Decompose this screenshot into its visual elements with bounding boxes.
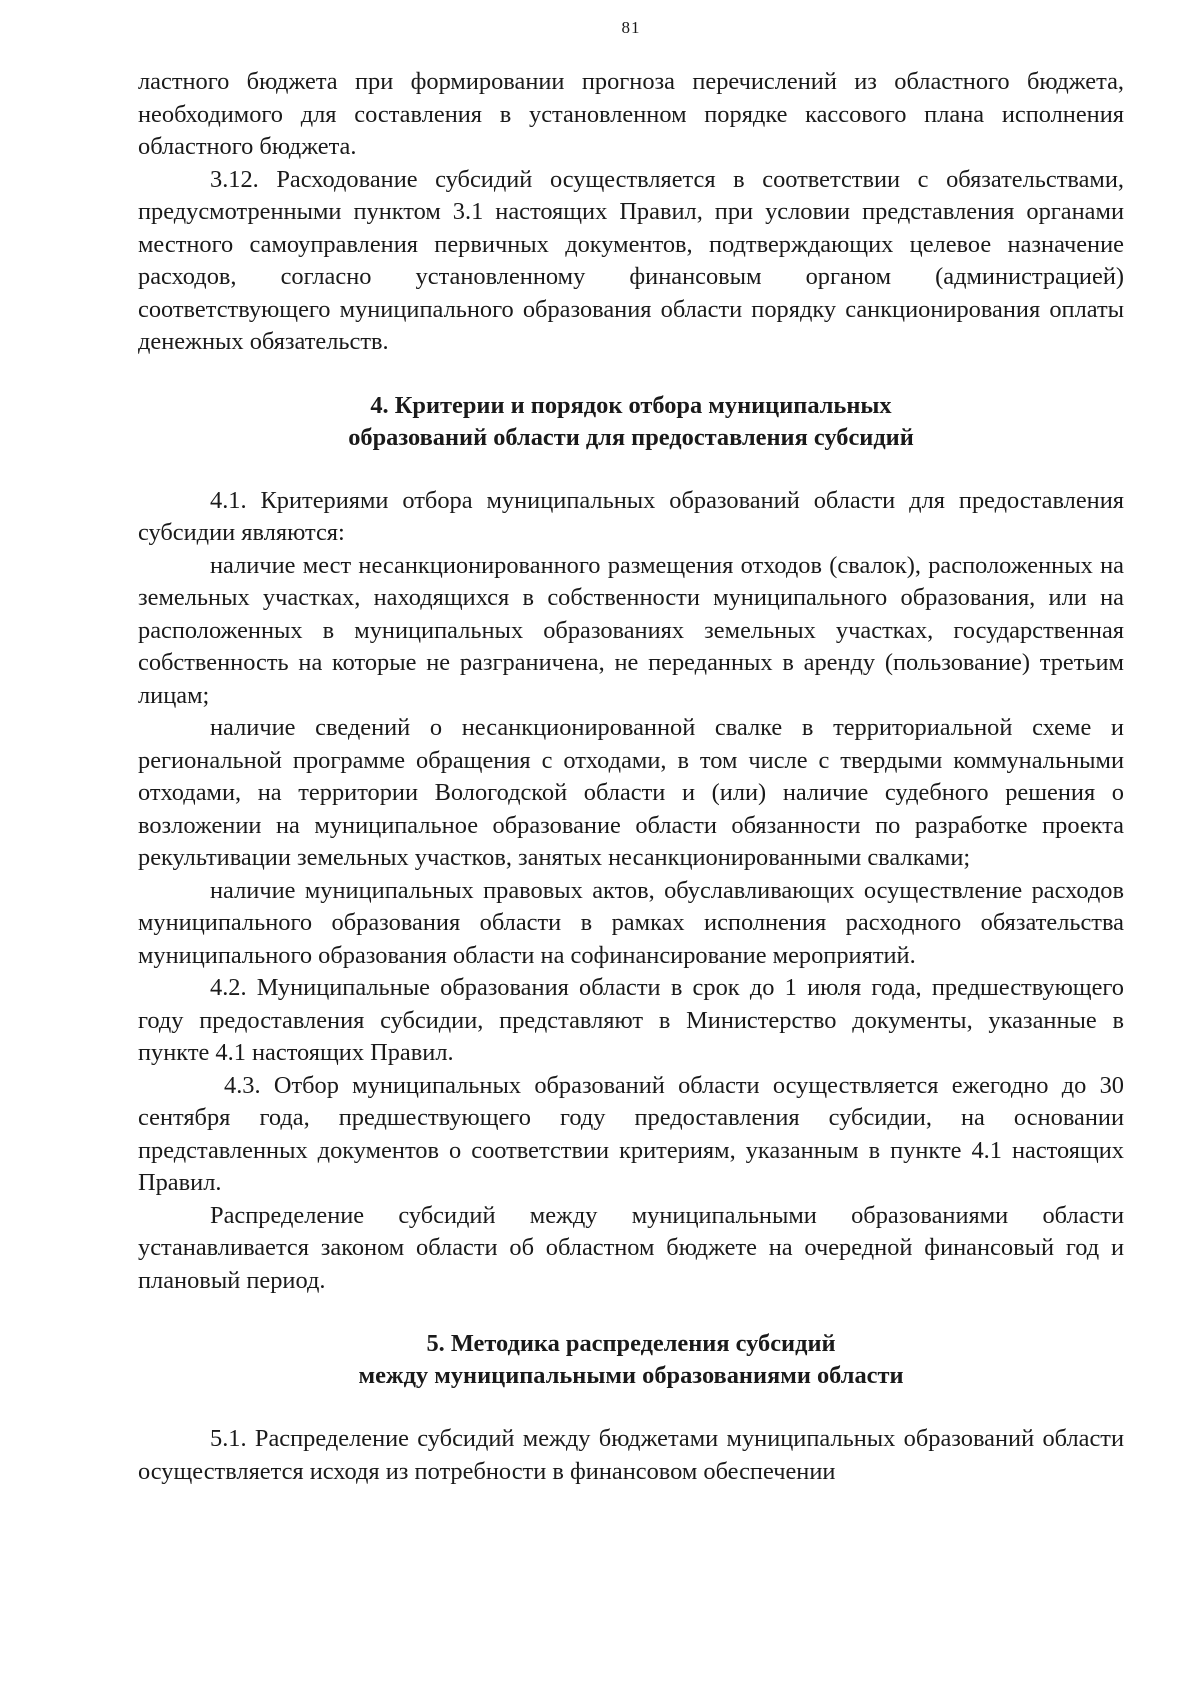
section-5-heading-line-1: 5. Методика распределения субсидий (426, 1330, 836, 1357)
section-4-heading (138, 390, 1124, 454)
paragraph-4-2: 4.2. Муниципальные образования области в срок до 1 июля года, предшествующего году предоставления субсидии, представляют в Министерство документы, указанные в пункте 4.1 настоящих Правил. (138, 974, 1124, 1066)
paragraph-distribution: Распределение субсидий между муниципальными образованиями области устанавливается законом области об областном бюджете на очередной финансовый год и плановый период. (138, 1201, 1124, 1294)
criterion-3: наличие муниципальных правовых актов, обуславливающих осуществление расходов муниципального образования области в рамках исполнения расходного обязательства муниципального образования области на софинансирование мероприятий. (138, 876, 1124, 969)
paragraph-4-1: 4.1. Критериями отбора муниципальных образований области для предоставления субсидии являются: (138, 486, 1124, 546)
paragraph-3-12: 3.12. Расходование субсидий осуществляется в соответствии с обязательствами, предусмотренными пунктом 3.1 настоящих Правил, при условии представления органами местного самоуправления первичных документов, подтверждающих целевое назначение расходов, согласно установленному финансовым органом (администрацией) соответствующего муниципального образования области порядку санкционирования оплаты денежных обязательств. (138, 165, 1124, 355)
criterion-1: наличие мест несанкционированного размещения отходов (свалок), расположенных на земельных участках, находящихся в собственности муниципального образования, или на расположенных в муниципальных образованиях земельных участках, государственная собственность на которые не разграничена, не переданных в аренду (пользование) третьим лицам; (138, 551, 1124, 709)
paragraph-5-1: 5.1. Распределение субсидий между бюджетами муниципальных образований области осуществляется исходя из потребности в финансовом обеспечении (138, 1425, 1124, 1485)
paragraph-4-3: 4.3. Отбор муниципальных образований области осуществляется ежегодно до 30 сентября года, предшествующего году предоставления субсидии, на основании представленных документов о соответствии критериям, указанным в пункте 4.1 настоящих Правил. (138, 1071, 1124, 1196)
section-5-heading (138, 1328, 1124, 1392)
criterion-2: наличие сведений о несанкционированной свалке в территориальной схеме и региональной программе обращения с отходами, в том числе с твердыми коммунальными отходами, на территории Вологодской области и (или) наличие судебного решения о возложении на муниципальное образование области обязанности по разработке проекта рекультивации земельных участков, занятых несанкционированными свалками; (138, 714, 1124, 871)
paragraph-continuation: ластного бюджета при формировании прогноза перечислений из областного бюджета, необходимого для составления в установленном порядке кассового плана исполнения областного бюджета. (138, 68, 1124, 160)
section-4-heading-line-2: образований области для предоставления субсидий (348, 423, 914, 451)
document-body (138, 66, 1124, 1488)
page-number: 81 (621, 18, 641, 37)
section-5-heading-line-2: между муниципальными образованиями области (358, 1362, 904, 1389)
section-4-heading-line-1: 4. Критерии и порядок отбора муниципальных (370, 391, 892, 419)
